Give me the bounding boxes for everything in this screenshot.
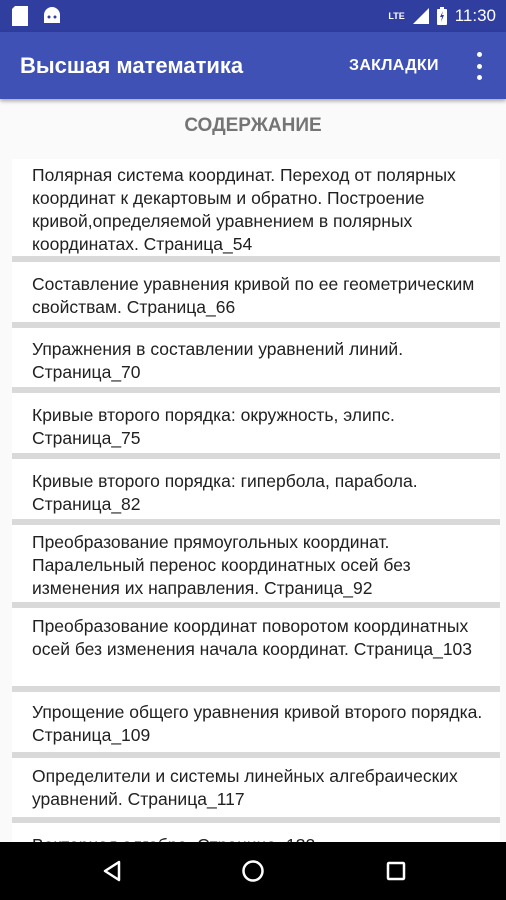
android-icon	[42, 6, 62, 26]
toc-item-text: Упражнения в составлении уравнений линий. Страница_70	[32, 339, 404, 382]
status-left-icons	[12, 6, 62, 26]
toc-item[interactable]	[12, 758, 500, 823]
toc-item[interactable]	[12, 159, 500, 262]
lte-icon: LTE	[388, 11, 405, 21]
clock: 11:30	[454, 6, 496, 25]
toc-item-text: Кривые второго порядка: гипербола, парабола. Страница_82	[32, 471, 418, 514]
content-area[interactable]	[0, 99, 506, 842]
toc-item-text: Упрощение общего уравнения кривой второго порядка. Страница_109	[32, 702, 483, 745]
toc-item-text: Составление уравнения кривой по ее геометрическим свойствам. Страница_66	[32, 274, 475, 317]
sd-card-icon	[12, 6, 28, 26]
app-title: Высшая математика	[20, 53, 244, 78]
toc-item[interactable]	[12, 393, 500, 459]
status-bar	[0, 0, 506, 32]
toc-list	[12, 159, 500, 889]
back-icon[interactable]	[100, 859, 124, 883]
toc-item[interactable]	[12, 262, 500, 328]
bookmarks-button[interactable]: ЗАКЛАДКИ	[349, 57, 439, 74]
toc-item[interactable]	[12, 459, 500, 525]
toc-item[interactable]	[12, 692, 500, 758]
toc-item[interactable]	[12, 328, 500, 393]
battery-icon	[437, 7, 447, 25]
signal-icon	[413, 8, 429, 24]
status-right	[388, 0, 496, 32]
navigation-bar	[0, 842, 506, 900]
home-icon[interactable]	[241, 859, 265, 883]
toc-item[interactable]	[12, 608, 500, 692]
toc-item-text: Преобразование координат поворотом координатных осей без изменения начала координат. Страница_103	[32, 616, 473, 659]
toc-item-text: Кривые второго порядка: окружность, элипс. Страница_75	[32, 405, 395, 448]
toc-item-text: Преобразование прямоугольных координат. Паралельный перенос координатных осей без изменения их направления. Страница_92	[32, 532, 411, 598]
recents-icon[interactable]	[384, 859, 408, 883]
app-bar	[0, 32, 506, 99]
toc-item[interactable]	[12, 525, 500, 608]
toc-item-text: Полярная система координат. Переход от полярных координат к декартовым и обратно. Построение кривой,определяемой уравнением в полярных координатах. Страница_54	[32, 165, 456, 254]
more-vert-icon[interactable]	[470, 52, 488, 80]
toc-item-text: Определители и системы линейных алгебраических уравнений. Страница_117	[32, 766, 458, 809]
section-heading: СОДЕРЖАНИЕ	[184, 115, 322, 136]
